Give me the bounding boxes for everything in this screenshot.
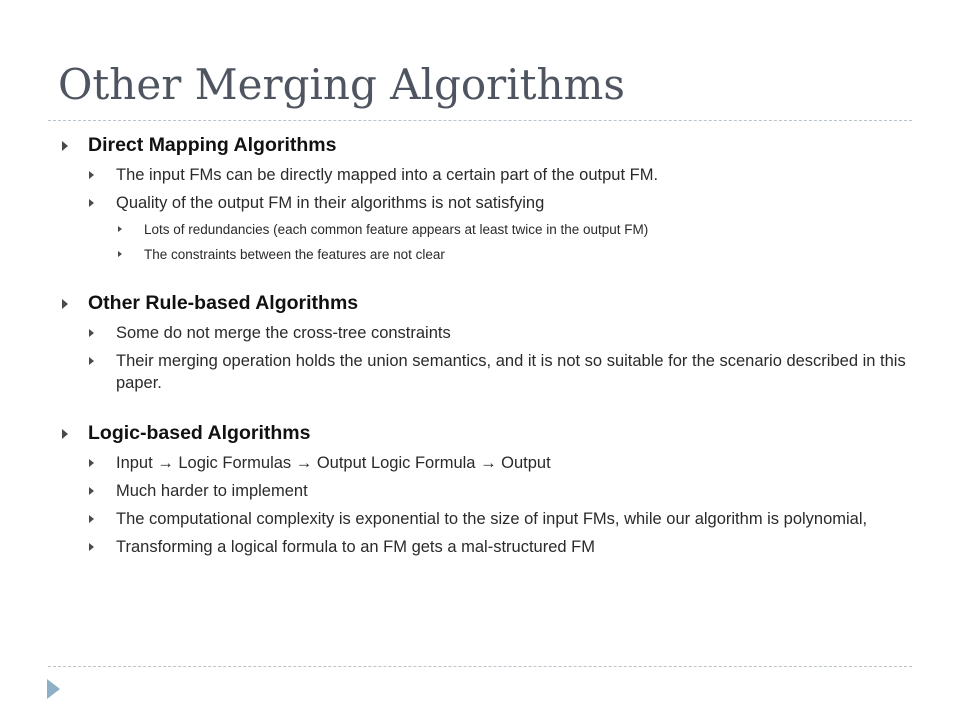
sub-bullet-text: Lots of redundancies (each common feature appears at least twice in the output FM) — [144, 222, 649, 237]
sub-bullet-item — [60, 220, 920, 239]
bullet-text: The input FMs can be directly mapped into a certain part of the output FM. — [116, 166, 659, 184]
bullet-arrow-icon — [118, 251, 122, 257]
bullet-text: The computational complexity is exponential to the size of input FMs, while our algorithm is polynomial, — [116, 510, 868, 528]
bullet-text: Their merging operation holds the union semantics, and it is not so suitable for the scenario described in this paper. — [116, 352, 906, 392]
bullet-arrow-icon — [89, 357, 94, 365]
bullet-text: Quality of the output FM in their algorithms is not satisfying — [116, 194, 545, 212]
section-logic-based — [60, 420, 920, 558]
title-divider — [48, 120, 912, 121]
bullet-arrow-icon — [89, 459, 94, 467]
section-heading — [60, 132, 920, 158]
section-direct-mapping — [60, 132, 920, 264]
bullet-arrow-icon — [89, 515, 94, 523]
corner-triangle-icon — [47, 679, 60, 699]
bullet-arrow-icon — [89, 329, 94, 337]
bullet-item — [60, 322, 920, 344]
section-rule-based — [60, 290, 920, 394]
bullet-arrow-icon — [89, 171, 94, 179]
section-heading — [60, 420, 920, 446]
bullet-text: Transforming a logical formula to an FM gets a mal-structured FM — [116, 538, 595, 556]
footer-divider — [48, 666, 912, 667]
bullet-arrow-icon — [62, 141, 68, 151]
slide-body — [60, 132, 920, 584]
slide-title: Other Merging Algorithms — [58, 60, 625, 109]
bullet-arrow-icon — [89, 543, 94, 551]
bullet-arrow-icon — [89, 199, 94, 207]
section-heading — [60, 290, 920, 316]
sub-bullet-text: The constraints between the features are not clear — [144, 247, 445, 262]
heading-text: Direct Mapping Algorithms — [88, 134, 337, 156]
bullet-arrow-icon — [62, 429, 68, 439]
bullet-item — [60, 192, 920, 214]
bullet-item — [60, 452, 920, 474]
heading-text: Logic-based Algorithms — [88, 422, 311, 444]
bullet-arrow-icon — [118, 226, 122, 232]
bullet-text: Input → Logic Formulas → Output Logic Formula → Output — [116, 454, 551, 472]
bullet-item — [60, 536, 920, 558]
bullet-item — [60, 508, 920, 530]
bullet-text: Some do not merge the cross-tree constraints — [116, 324, 451, 342]
bullet-text: Much harder to implement — [116, 482, 308, 500]
bullet-item — [60, 164, 920, 186]
bullet-item — [60, 350, 920, 394]
heading-text: Other Rule-based Algorithms — [88, 292, 359, 314]
bullet-item — [60, 480, 920, 502]
bullet-arrow-icon — [62, 299, 68, 309]
sub-bullet-item — [60, 245, 920, 264]
bullet-arrow-icon — [89, 487, 94, 495]
